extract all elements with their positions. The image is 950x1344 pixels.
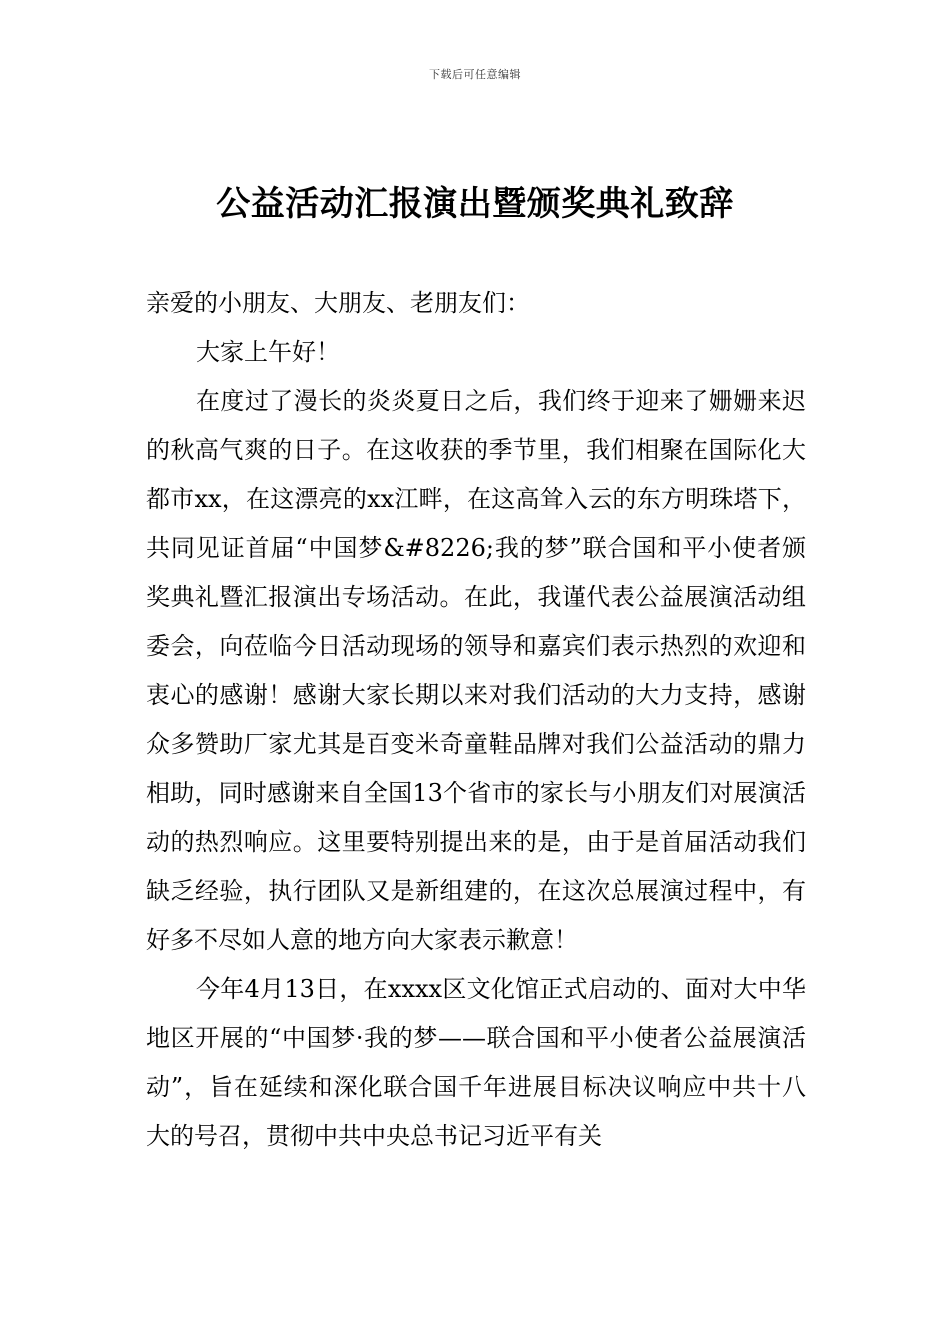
greeting: 大家上午好！ — [196, 338, 340, 366]
header-note: 下载后可任意编辑 — [429, 68, 521, 81]
salutation: 亲爱的小朋友、大朋友、老朋友们： — [146, 289, 530, 317]
document-body — [146, 279, 806, 1161]
paragraph: 今年4月13日，在xxxx区文化馆正式启动的、面对大中华地区开展的“中国梦·我的梦——联合国和平小使者公益展演活动”，旨在延续和深化联合国千年进展目标决议响应中共十八大的号召，贯彻中共中央总书记习近平有关 — [146, 975, 806, 1150]
paragraph: 在度过了漫长的炎炎夏日之后，我们终于迎来了姗姗来迟的秋高气爽的日子。在这收获的季节里，我们相聚在国际化大都市xx，在这漂亮的xx江畔，在这高耸入云的东方明珠塔下，共同见证首届“中国梦&#8226;我的梦”联合国和平小使者颁奖典礼暨汇报演出专场活动。在此，我谨代表公益展演活动组委会，向莅临今日活动现场的领导和嘉宾们表示热烈的欢迎和衷心的感谢！感谢大家长期以来对我们活动的大力支持，感谢众多赞助厂家尤其是百变米奇童鞋品牌对我们公益活动的鼎力相助，同时感谢来自全国13个省市的家长与小朋友们对展演活动的热烈响应。这里要特别提出来的是，由于是首届活动我们缺乏经验，执行团队又是新组建的，在这次总展演过程中，有好多不尽如人意的地方向大家表示歉意！ — [146, 387, 806, 954]
document-title: 公益活动汇报演出暨颁奖典礼致辞 — [216, 184, 734, 224]
